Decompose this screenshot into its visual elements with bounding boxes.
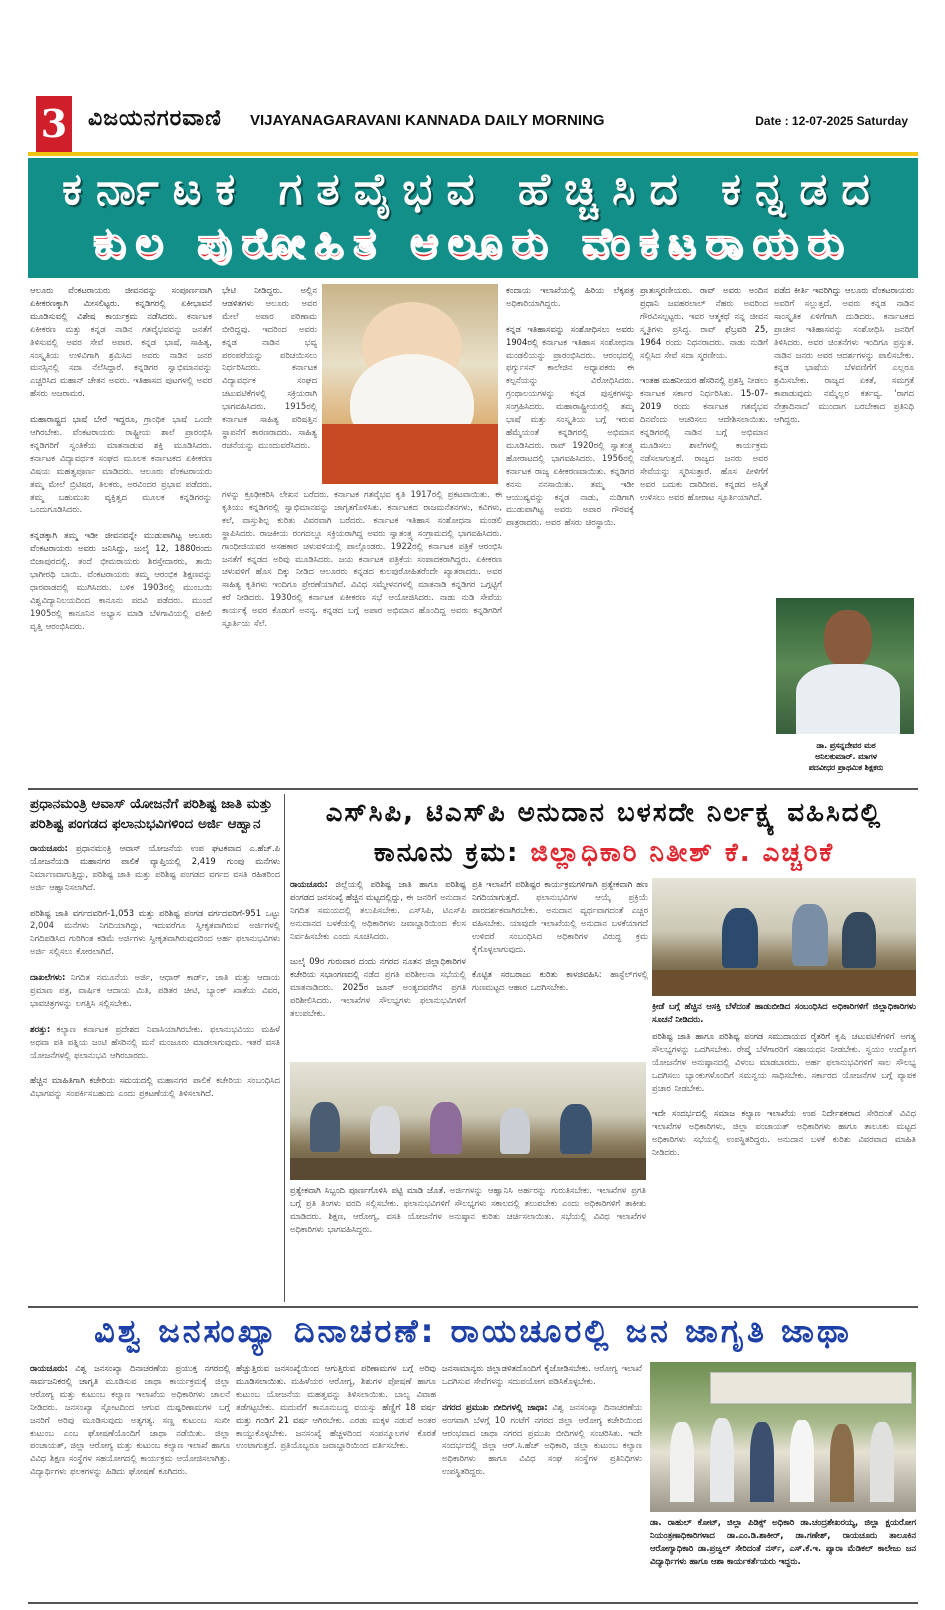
population-column-1 (30, 1362, 230, 1600)
collector-column-1 (290, 878, 466, 1058)
lead-col4-start: ಪ್ರಾತಃಸ್ಮರಣೀಯರು. ರಾವ್ ಅವರು ಅಂದಿನ ಪ್ರಧಾನಿ (640, 285, 768, 308)
side-story-body (30, 842, 280, 1302)
column-divider (284, 794, 285, 1302)
author-photo (776, 598, 914, 734)
collector-below-photo (290, 1184, 646, 1302)
collector-col1-start: ಜಿಲ್ಲೆಯಲ್ಲಿ ಪರಿಶಿಷ್ಟ ಜಾತಿ ಹಾಗೂ ಪರಿಶಿಷ್ಟ ಪಂಗಡದ ಜನಸಂಖ್ಯೆ ಹೆಚ್ಚಿನ ಮಟ್ಟದಲ್ಲಿದ್ದು, (290, 879, 466, 902)
collector-column-3 (652, 1030, 916, 1302)
lead-col4-para2: ಇಂತಹ ಮಹನೀಯರ ಹೆಸರಿನಲ್ಲಿ (640, 375, 726, 386)
collector-meeting-photo-2 (290, 1062, 646, 1180)
collector-headline-line1: ಎಸ್‌ಸಿಪಿ, ಟಿಎಸ್‌ಪಿ ಅನುದಾನ ಬಳಸದೇ ನಿರ್ಲಕ್ಷ್ಯ ವಹಿಸಿದಲ್ಲಿ (325, 798, 883, 828)
collector-col3-para1: ಪರಿಶಿಷ್ಟ ಜಾತಿ ಹಾಗೂ ಪರಿಶಿಷ್ಟ ಪಂಗಡ ಸಮುದಾಯದ ರೈತರಿಗೆ (652, 1031, 831, 1041)
filler-text: ಮೂಡಿಸುವ ಜಾಥಾ ಕಾರ್ಯಕ್ರಮಕ್ಕೆ ಜಿಲ್ಲಾ ಆರೋಗ್ಯ ಮತ್ತು ಕುಟುಂಬ ಕಲ್ಯಾಣ ಇಲಾಖೆಯ ಅಧಿಕಾರಿಗಳು ಚಾಲನೆ ನೀಡಿದರು. ಜನಸಂಖ್ಯಾ ಸ್ಫೋಟದಿಂದ ಆಗುವ ದುಷ್ಪರಿಣಾಮಗಳ ಬಗ್ಗೆ ಜನರಿಗೆ ಅರಿವು ಮೂಡಿಸುವುದು ಅತ್ಯಗತ್ಯ. ಸಣ್ಣ ಕುಟುಂಬ ಸುಖೀ ಕುಟುಂಬ ಎಂಬ ಘೋಷಣೆಯೊಂದಿಗೆ ಜಾಥಾ ನಡೆಯಿತು. ಜಿಲ್ಲಾ ಪಂಚಾಯತ್, ಜಿಲ್ಲಾ ಆರೋಗ್ಯ ಮತ್ತು ಕುಟುಂಬ ಕಲ್ಯಾಣ ಇಲಾಖೆ ಹಾಗೂ ವಿವಿಧ ಶಿಕ್ಷಣ ಸಂಸ್ಥೆಗಳ ಸಹಯೋಗದಲ್ಲಿ ಕಾರ್ಯಕ್ರಮ ಆಯೋಜಿಸಲಾಗಿತ್ತು. ವಿದ್ಯಾರ್ಥಿಗಳು ಫಲಕಗಳನ್ನು ಹಿಡಿದು ಘೋಷಣೆ ಕೂಗಿದರು. (30, 1375, 230, 1477)
filler-text: ರಂದು ಕರ್ನಾಟಕ ಗತವೈಭವ ದಿನವೆಂದು ಆಚರಿಸಲು ಆದೇಶಿಸಲಾಯಿತು. ಕನ್ನಡಿಗರಲ್ಲಿ ನಾಡಿನ ಬಗ್ಗೆ ಅಭಿಮಾನ ಮೂಡಿಸಲು ಶಾಲೆಗಳಲ್ಲಿ ಕಾರ್ಯಕ್ರಮ ನಡೆಸಲಾಗುತ್ತದೆ. ರಾಜ್ಯದ ಜನರು ಅವರ ಸೇವೆಯನ್ನು ಸ್ಮರಿಸುತ್ತಾರೆ. ಹೊಸ ಪೀಳಿಗೆಗೆ ಅವರ ಬದುಕು ದಾರಿದೀಪ. ಕನ್ನಡದ ಅಸ್ಮಿತೆ ಉಳಿಸಲು ಅವರ ಹೋರಾಟ ಸ್ಫೂರ್ತಿಯಾಗಿದೆ. (640, 401, 768, 502)
lead-column-4 (640, 284, 768, 784)
lead-column-2-bottom (222, 488, 502, 784)
filler-text: ಕಲ್ಯಾಣ ಕರ್ನಾಟಕ ಪ್ರದೇಶದ ನಿವಾಸಿಯಾಗಿರಬೇಕು. ಫಲಾನುಭವಿಯು ಮಹಿಳೆ ಅಥವಾ ಪತಿ ಪತ್ನಿಯ ಜಂಟಿ ಹೆಸರಿನಲ್ಲಿ ಮನೆ ಮಂಜೂರು ಮಾಡಲಾಗುವುದು. ಇತರೆ ವಸತಿ ಯೋಜನೆಗಳಲ್ಲಿ ಫಲಾನುಭವಿ ಆಗಿರಬಾರದು. (30, 1023, 280, 1060)
lead-col2-start: ಭೇಟಿ ನೀಡಿದ್ದರು. ಅಲ್ಲಿನ ಆಡಳಿತಗಳು (222, 285, 317, 308)
population-col1-start: ವಿಶ್ವ ಜನಸಂಖ್ಯಾ ದಿನಾಚರಣೆಯ ಪ್ರಯುಕ್ತ ನಗರದಲ್ಲಿ ಸಾರ್ವಜನಿಕರಲ್ಲಿ ಜಾಗೃತಿ (30, 1363, 230, 1386)
filler-text: ಫಲಾನುಭವಿಗಳ ಆಯ್ಕೆ ಪ್ರಕ್ರಿಯೆ ಪಾರದರ್ಶಕವಾಗಿರಬೇಕು. ಅನುದಾನ ವ್ಯರ್ಥವಾಗದಂತೆ ಎಚ್ಚರ ವಹಿಸಬೇಕು. ಯಾವುದೇ ಇಲಾಖೆಯಲ್ಲಿ ಅನುದಾನ ಬಳಕೆಯಾಗದೆ ಉಳಿದರೆ ಸಂಬಂಧಿಸಿದ ಅಧಿಕಾರಿಗಳ ವಿರುದ್ಧ ಕ್ರಮ ಕೈಗೊಳ್ಳಲಾಗುವುದು. (472, 891, 648, 954)
filler-text: ನಿಗದಿತ ನಮೂನೆಯ ಅರ್ಜಿ, ಆಧಾರ್ ಕಾರ್ಡ್, ಜಾತಿ ಮತ್ತು ಆದಾಯ ಪ್ರಮಾಣ ಪತ್ರ, ವಾರ್ಷಿಕ ಆದಾಯ ಮಿತಿ, ಪಡಿತರ ಚೀಟಿ, ಬ್ಯಾಂಕ್ ಖಾತೆಯ ವಿವರ, ಭಾವಚಿತ್ರಗಳನ್ನು ಲಗತ್ತಿಸಿ ಸಲ್ಲಿಸಬೇಕು. (30, 972, 280, 1008)
filler-text: ಅವರಿಗೆ ಸಲ್ಲುತ್ತದೆ. ಅವರು ಕನ್ನಡ ನಾಡಿನ ಸಾಂಸ್ಕೃತಿಕ ಏಳಿಗೆಗಾಗಿ ದುಡಿದರು. ಕರ್ನಾಟಕದ ಪ್ರಾಚೀನ ಇತಿಹಾಸವನ್ನು ಸಂಶೋಧಿಸಿ ಜನರಿಗೆ ತಿಳಿಸಿದರು. ಅವರ ಚಿಂತನೆಗಳು ಇಂದಿಗೂ ಪ್ರಸ್ತುತ. ನಾಡಿನ ಜನರು ಅವರ ಆದರ್ಶಗಳನ್ನು ಪಾಲಿಸಬೇಕು. ಕನ್ನಡ ಭಾಷೆಯ ಬೆಳವಣಿಗೆಗೆ ಎಲ್ಲರೂ ಶ್ರಮಿಸಬೇಕು. ರಾಜ್ಯದ ಏಕತೆ, ಸಮಗ್ರತೆ ಕಾಪಾಡುವುದು ನಮ್ಮೆಲ್ಲರ ಕರ್ತವ್ಯ. 'ರಾಗದ ನೇತ್ರಾದಿನಾದ' ಮುಂದಾಗ ಬರಬೇಕಾದ ಪ್ರತಿನಿಧಿ ಆಗಿದ್ದರು. (774, 297, 914, 425)
newspaper-logo-kannada: ವಿಜಯನಗರವಾಣಿ (88, 106, 222, 131)
filler-text: ನಿರ್ಮಾಣವಾಗುತ್ತಿದ್ದು, ಪರಿಶಿಷ್ಟ ಜಾತಿ ಮತ್ತು ಪರಿಶಿಷ್ಟ ಪಂಗಡದ ವರ್ಗದ ವಸತಿ ರಹಿತರಿಂದ ಅರ್ಜಿ ಆಹ್ವಾನಿಸಲಾಗಿದೆ. (30, 868, 280, 892)
filler-text: ವಿಶ್ವ ಜನಸಂಖ್ಯಾ ದಿನಾಚರಣೆಯ ಅಂಗವಾಗಿ ಬೆಳಗ್ಗೆ 10 ಗಂಟೆಗೆ ನಗರದ ಜಿಲ್ಲಾ ಆರೋಗ್ಯ ಕಚೇರಿಯಿಂದ ಆರಂಭವಾದ ಜಾಥಾ ನಗರದ ಪ್ರಮುಖ ಬೀದಿಗಳಲ್ಲಿ ಸಂಚರಿಸಿತು. ಇದೇ ಸಂದರ್ಭದಲ್ಲಿ ಜಿಲ್ಲಾ ಆರ್.ಸಿ.ಹೆಚ್ ಅಧಿಕಾರಿ, ಜಿಲ್ಲಾ ಕುಟುಂಬ ಕಲ್ಯಾಣ ಅಧಿಕಾರಿಗಳು ಹಾಗೂ ವಿವಿಧ ಸಂಘ ಸಂಸ್ಥೆಗಳ ಪ್ರತಿನಿಧಿಗಳು ಉಪಸ್ಥಿತರಿದ್ದರು. (442, 1401, 642, 1477)
filler-text: ಸೇರಿದಂತೆ ವಿವಿಧ ಇಲಾಖೆಗಳ ಅಧಿಕಾರಿಗಳು, ಜಿಲ್ಲಾ ಪಂಚಾಯತ್ ಅಧಿಕಾರಿಗಳು ಹಾಗೂ ತಾಲೂಕು ಮಟ್ಟದ ಅಧಿಕಾರಿಗಳು ಸಭೆಯಲ್ಲಿ ಉಪಸ್ಥಿತರಿದ್ದರು. ಅನುದಾನ ಬಳಕೆ ಕುರಿತು ವಿವರವಾದ ಮಾಹಿತಿ ನೀಡಿದರು. (652, 1108, 916, 1158)
newspaper-logo-english: VIJAYANAGARAVANI KANNADA DAILY MORNING (250, 112, 605, 129)
filler-text: ಬಿಜಾಪುರದಲ್ಲಿ. ತಂದೆ ಭೀಮರಾಯರು ಶಿರಸ್ತೇದಾರರು, ತಾಯಿ ಭಾಗೀರಥಿ ಬಾಯಿ. ವೆಂಕಟರಾಯರು ತಮ್ಮ ಆರಂಭಿಕ ಶಿಕ್ಷಣವನ್ನು ಧಾರವಾಡದಲ್ಲಿ ಮುಗಿಸಿದರು. ಬಳಿಕ 1903ರಲ್ಲಿ ಮುಂಬಯಿ ವಿಶ್ವವಿದ್ಯಾನಿಲಯದಿಂದ ಕಾನೂನು ಪದವಿ ಪಡೆದರು. ಮುಂದೆ 1905ರಲ್ಲಿ ಕಾನೂನಿನ ಅಭ್ಯಾಸ ಮಾಡಿ ಬೆಳಗಾವಿಯಲ್ಲಿ ವಕೀಲಿ ವೃತ್ತಿ ಆರಂಭಿಸಿದರು. (30, 556, 212, 631)
masthead (28, 94, 918, 156)
filler-text: ಕೃಷಿ ಚಟುವಟಿಕೆಗಳಿಗೆ ಅಗತ್ಯ ಸೌಲಭ್ಯಗಳನ್ನು ಒದಗಿಸಬೇಕು. ರೇಷ್ಮೆ ಬೆಳೆಗಾರರಿಗೆ ಸಹಾಯಧನ ನೀಡಬೇಕು. ಸ್ವಯಂ ಉದ್ಯೋಗ ಯೋಜನೆಗಳ ಅನುಷ್ಠಾನದಲ್ಲಿ ವಿಳಂಬ ಮಾಡಬಾರದು. ಅರ್ಹ ಫಲಾನುಭವಿಗಳಿಗೆ ಸಾಲ ಸೌಲಭ್ಯ ಒದಗಿಸಲು ಬ್ಯಾಂಕುಗಳೊಂದಿಗೆ ಸಮನ್ವಯ ಸಾಧಿಸಬೇಕು. ಸರ್ಕಾರದ ಯೋಜನೆಗಳ ಬಗ್ಗೆ ವ್ಯಾಪಕ ಪ್ರಚಾರ ನೀಡಬೇಕು. (652, 1031, 916, 1093)
collector-col3-para2: ಇದೇ ಸಂದರ್ಭದಲ್ಲಿ ಸಮಾಜ ಕಲ್ಯಾಣ ಇಲಾಖೆಯ ಉಪ ನಿರ್ದೇಶಕರಾದ (652, 1108, 861, 1119)
population-dateline: ರಾಯಚೂರು: (30, 1363, 68, 1373)
collector-col2-para2: ಕೊಟ್ಟಿತ ಸರಬರಾಜು ಕುರಿತು ಕಾಳಜಿವಹಿಸಿ: (472, 969, 602, 980)
lead-column-3 (506, 284, 634, 784)
filler-text: ಆಗಿರಬೇಕು. ಎರಡು ಮಕ್ಕಳ ನಡುವೆ ಅಂತರ ಕಾಯ್ದುಕೊಳ್ಳಬೇಕು. ಜನಸಂಖ್ಯೆ ಹೆಚ್ಚಳದಿಂದ ಸಂಪನ್ಮೂಲಗಳ ಕೊರತೆ ಉಂಟಾಗುತ್ತದೆ. ಪ್ರತಿಯೊಬ್ಬರೂ ಜವಾಬ್ದಾರಿಯಿಂದ ವರ್ತಿಸಬೇಕು. (236, 1414, 436, 1451)
collector-year: 2025ರ ಜೂನ್ (342, 982, 395, 993)
filler-text: ಅಂತ್ಯದವರೆಗಿನ ಪ್ರಗತಿ ಪರಿಶೀಲಿಸಿದರು. ಇಲಾಖೆಗಳ ಸೌಲಭ್ಯಗಳು ಫಲಾನುಭವಿಗಳಿಗೆ ತಲುಪಬೇಕು. (290, 982, 466, 1019)
filler-text: ಕರ್ನಾಟಕ ಏಕೀಕರಣ ಮತ್ತು ಕನ್ನಡ ನಾಡಿನ ಗತವೈಭವವನ್ನು ಜನತೆಗೆ ತಿಳಿಸುವಲ್ಲಿ ಅವರ ಸೇವೆ ಅಪಾರ. ಕನ್ನಡ ಭಾಷೆ, ಸಾಹಿತ್ಯ, ಸಂಸ್ಕೃತಿಯ ಉಳಿವಿಗಾಗಿ ಶ್ರಮಿಸಿದ ಅವರು ನಾಡಿನ ಜನರ ಮನಸ್ಸಿನಲ್ಲಿ ಸದಾ ನೆಲೆಸಿದ್ದಾರೆ. ಕನ್ನಡಿಗರ ಸ್ವಾಭಿಮಾನವನ್ನು ಎಚ್ಚರಿಸಿದ ಮಹಾನ್ ಚೇತನ ಅವರು. ಇತಿಹಾಸದ ಪುಟಗಳಲ್ಲಿ ಅವರ ಹೆಸರು ಅಜರಾಮರ. (30, 310, 212, 399)
population-day-headline: ವಿಶ್ವ ಜನಸಂಖ್ಯಾ ದಿನಾಚರಣೆ: ರಾಯಚೂರಲ್ಲಿ ಜನ ಜಾಗೃತಿ ಜಾಥಾ (94, 1312, 852, 1350)
filler-text: ನಡೆದ ಪ್ರಗತಿ ಪರಿಶೀಲನಾ ಸಭೆಯಲ್ಲಿ ಮಾತನಾಡಿದರು. (290, 969, 466, 993)
population-photo-caption: ಡಾ. ರಾಹುಲ್ ಕೋಟ್, ಜಿಲ್ಲಾ ಪಿಡಿಕ್ಸ್ ಅಧಿಕಾರಿ ಡಾ.ಚಂದ್ರಶೇಖರಯ್ಯ, ಜಿಲ್ಲಾ ಕ್ಷಯರೋಗ ನಿಯಂತ್ರಣಾಧಿಕಾರಿಗಳಾದ ಡಾ.ಎಂ.ಡಿ.ಶಾಕೀರ್, ಡಾ.ಗಣೇಶ್, ರಾಯಚೂರು ತಾಲೂಕಿನ ಆರೋಗ್ಯಾಧಿಕಾರಿ ಡಾ.ಪ್ರಜ್ವಲ್ ಸೇರಿದಂತೆ ನರ್ಸ್, ಎಸ್.ಕೆ.ಇ. ಪ್ಯಾರಾ ಮೆಡಿಕಲ್ ಕಾಲೇಜು ಜನ ವಿದ್ಯಾರ್ಥಿಗಳು ಹಾಗೂ ಆಶಾ ಕಾರ್ಯಕರ್ತೆಯರು ಇದ್ದರು. (650, 1517, 916, 1566)
filler-text: ಮಹಿಳೆಯರ ಆರೋಗ್ಯ, ಶಿಶುಗಳ ಪೋಷಣೆ ಹಾಗೂ ಕುಟುಂಬ ಯೋಜನೆಯ ಮಹತ್ವವನ್ನು ತಿಳಿಸಲಾಯಿತು. ಬಾಲ್ಯ ವಿವಾಹ ತಡೆಗಟ್ಟಬೇಕು. ಮದುವೆಗೆ ಕಾನೂನುಬದ್ಧ ವಯಸ್ಸು (236, 1375, 436, 1412)
lead-date-2019: 15-07-2019 (640, 388, 768, 412)
side-para2: ಪರಿಶಿಷ್ಟ ಜಾತಿ ವರ್ಗದವರಿಗೆ-1,053 ಮತ್ತು ಪರಿಶಿಷ್ಟ ಪಂಗಡ ವರ್ಗದವರಿಗೆ-951 (30, 907, 262, 918)
lead-col3-start: ಕಂದಾಯ ಇಲಾಖೆಯಲ್ಲಿ ಹಿರಿಯ ಲೆಕ್ಕಪತ್ರ (506, 285, 634, 295)
page-bottom-rule (28, 1602, 918, 1604)
lead-col1-para3: ಕನ್ನಡಕ್ಕಾಗಿ ತಮ್ಮ ಇಡೀ ಜೀವನವನ್ನೇ ಮುಡುಪಾಗಿಟ್ಟ ಆಲೂರು ವೆಂಕಟರಾಯರು ಅವರು ಜನಿಸಿದ್ದು, ಜುಲೈ 12, 1880ರಂದು (30, 530, 212, 554)
collector-column-2-top (472, 878, 648, 1058)
side-conditions-label: ಶರತ್ತು: (30, 1023, 51, 1034)
lead-col5-start: ಪಡೆದ ಕೀರ್ತಿ ಇವರಿಗಿದ್ದು ಆಲೂರು ವೆಂಕಟರಾಯರು (774, 285, 914, 295)
author-designation: ಪದವೀಧರ ಪ್ರಾಥಮಿಕ ಶಿಕ್ಷಕರು (808, 763, 884, 772)
population-col3-label: ನಗರದ ಪ್ರಮುಖ ಬೀದಿಗಳಲ್ಲಿ ಜಾಥಾ: (442, 1401, 548, 1412)
filler-text: ಗ್ರಾಂಥಿಕ ಭಾಷೆ ಒಂದೇ ಆಗಿರಬೇಕು. ವೆಂಕಟರಾಯರು ರಾಷ್ಟ್ರೀಯ ಶಾಲೆ ಪ್ರಾರಂಭಿಸಿ ಕನ್ನಡಿಗರಿಗೆ ಸ್ವಂತಿಕೆಯ ಮಾತನಾಡುವ ಶಕ್ತಿ ಮೂಡಿಸಿದರು. ಕರ್ನಾಟಕ ವಿದ್ಯಾವರ್ಧಕ ಸಂಘದ ಮೂಲಕ ಕರ್ನಾಟಕದ ಏಕೀಕರಣ ವಿಷಯ ಮಹತ್ವಪೂರ್ಣ ಮಾಡಿದರು. ಆಲೂರು ವೆಂಕಟರಾಯರು ತಮ್ಮ ಮೇಲೆ ಬ್ರಿಟಿಷರ, ತಿಲಕರು, ಅರವಿಂದರ ಪ್ರಭಾವ ಪಡೆದರು. ತಮ್ಮ ಬಹುಮುಖ ವ್ಯಕ್ತಿತ್ವದ ಮೂಲಕ ಕನ್ನಡಿಗರನ್ನು ಒಂದುಗೂಡಿಸಿದರು. (30, 414, 212, 515)
collector-headline-line2 (290, 834, 918, 872)
side-documents-label: ದಾಖಲೆಗಳು: (30, 972, 66, 983)
side-story-headline: ಪ್ರಧಾನಮಂತ್ರಿ ಆವಾಸ್ ಯೋಜನೆಗೆ ಪರಿಶಿಷ್ಟ ಜಾತಿ ಮತ್ತು ಪರಿಶಿಷ್ಟ ಪಂಗಡದ ಫಲಾನುಭವಿಗಳಿಂದ ಅರ್ಜಿ ಆಹ್ವಾನ (30, 796, 273, 832)
page-number: 3 (36, 96, 72, 152)
alur-venkatarao-portrait (322, 284, 498, 484)
collector-headline-red: ಜಿಲ್ಲಾಧಿಕಾರಿ ನಿತೀಶ್ ಕೆ. ಎಚ್ಚರಿಕೆ (530, 838, 835, 868)
section-divider (28, 1306, 918, 1308)
collector-meeting-photo-1 (652, 878, 916, 996)
lead-column-1 (30, 284, 212, 784)
collector-col2-start: ಪ್ರತಿ ಇಲಾಖೆಗೆ ಪರಿಶಿಷ್ಟರ ಕಾರ್ಯಕ್ರಮಗಳಿಗಾಗಿ ಪ್ರತ್ಯೇಕವಾಗಿ ಹಣ ನಿಗದಿಯಾಗುತ್ತದೆ. (472, 879, 648, 902)
filler-text: ಪ್ರಶಸ್ತಿ ನೀಡಲು ಕರ್ನಾಟಕ ಸರ್ಕಾರ ನಿರ್ಧರಿಸಿತು. (640, 375, 768, 399)
filler-text: ಹಾಸ್ಟೆಲ್‌ಗಳಲ್ಲಿ ಗುಣಮಟ್ಟದ ಆಹಾರ ಒದಗಿಸಬೇಕು. (472, 969, 648, 993)
filler-text: ಜವಹರಲಾಲ್ ನೆಹರು ಅವರಿಂದ ಗೌರವಿಸಲ್ಪಟ್ಟರು. ಇವರ ಆತ್ಮಕಥೆ ನನ್ನ ಜೀವನ ಸ್ಮೃತಿಗಳು ಪ್ರಸಿದ್ಧ. ರಾವ್ (640, 297, 768, 334)
section-divider (28, 788, 918, 790)
filler-text: ಗಳನ್ನು ಕ್ರೂಢೀಕರಿಸಿ ಲೇಖನ ಬರೆದರು. ಕರ್ನಾಟಕ ಗತವೈಭವ ಕೃತಿ 1917ರಲ್ಲಿ ಪ್ರಕಟವಾಯಿತು. ಈ ಕೃತಿಯು ಕನ್ನಡಿಗರಲ್ಲಿ ಸ್ವಾಭಿಮಾನವನ್ನು ಜಾಗೃತಗೊಳಿಸಿತು. ಕರ್ನಾಟಕದ ರಾಜಮನೆತನಗಳು, ಕವಿಗಳು, ಕಲೆ, ವಾಸ್ತುಶಿಲ್ಪ ಕುರಿತು ವಿವರವಾಗಿ ಬರೆದರು. ಕರ್ನಾಟಕ ಇತಿಹಾಸ ಸಂಶೋಧನಾ ಮಂಡಲಿ ಸ್ಥಾಪಿಸಿದರು. ರಾಜಕೀಯ ರಂಗದಲ್ಲೂ ಸಕ್ರಿಯರಾಗಿದ್ದ ಅವರು ಸ್ವಾತಂತ್ರ್ಯ ಸಂಗ್ರಾಮದಲ್ಲಿ ಭಾಗವಹಿಸಿದರು. ಗಾಂಧೀಜಿಯವರ ಅಸಹಕಾರ ಚಳುವಳಿಯಲ್ಲಿ ಪಾಲ್ಗೊಂಡರು. 1922ರಲ್ಲಿ ಕರ್ನಾಟಕ ಪತ್ರಿಕೆ ಆರಂಭಿಸಿ ಜನತೆಗೆ ಕನ್ನಡದ ಅರಿವು ಮೂಡಿಸಿದರು. ಜಯ ಕರ್ನಾಟಕ ಪತ್ರಿಕೆಯ ಸಂಪಾದಕರಾಗಿದ್ದರು. ಏಕೀಕರಣ ಚಳುವಳಿಗೆ ಹೊಸ ದಿಕ್ಕು ನೀಡಿದ ಆಲೂರರು ಕನ್ನಡದ ಕುಲಪುರೋಹಿತರೆಂದೇ ಖ್ಯಾತರಾದರು. ಅವರ ಸಾಹಿತ್ಯ ಕೃತಿಗಳು ಇಂದಿಗೂ ಪ್ರೇರಣೆಯಾಗಿವೆ. ವಿವಿಧ ಸಮ್ಮೇಳನಗಳಲ್ಲಿ ಮಾತನಾಡಿ ಕನ್ನಡಿಗರ ಒಗ್ಗಟ್ಟಿಗೆ ಕರೆ ನೀಡಿದರು. 1930ರಲ್ಲಿ ಕರ್ನಾಟಕ ಏಕೀಕರಣ ಸಭೆ ಆಯೋಜಿಸಿದರು. ನಾಡು ನುಡಿ ಸೇವೆಯ ಕಾರ್ಯಕ್ಕೆ ಅವರ ಕೊಡುಗೆ ಅನನ್ಯ. ಕನ್ನಡದ ಬಗ್ಗೆ ಅಪಾರ ಅಭಿಮಾನ ಹೊಂದಿದ್ದ ಅವರು ಕನ್ನಡಿಗರಿಗೆ ಸ್ಫೂರ್ತಿಯ ಸೆಲೆ. (222, 489, 502, 629)
population-column-2 (236, 1362, 436, 1600)
collector-dateline: ರಾಯಚೂರು: (290, 879, 328, 889)
collector-photo-caption: ಕ್ರೀಡೆ ಬಗ್ಗೆ ಹೆಚ್ಚಿನ ಆಸಕ್ತಿ ಬೆಳೆದಂತೆ ಹಾಡುಬೀಡಿದ ಸಂಬಂಧಿಸಿದ ಅಧಿಕಾರಿಗಳಿಗೆ ಜಿಲ್ಲಾಧಿಕಾರಿಗಳು ಸೂಚನೆ ನೀಡಿದರು. (652, 1001, 916, 1024)
population-rally-photo (650, 1362, 916, 1512)
masthead-rule (28, 152, 918, 156)
filler-text: ಆಲೂರು ಅವರ ಮೇಲೆ ಅಪಾರ ಪರಿಣಾಮ ಬೀರಿದ್ದವು. ಇದರಿಂದ ಅವರು ಕನ್ನಡ ನಾಡಿನ ಭವ್ಯ ಪರಂಪರೆಯನ್ನು ಪರಿಚಯಿಸಲು ನಿರ್ಧರಿಸಿದರು. ಕರ್ನಾಟಕ ವಿದ್ಯಾವರ್ಧಕ ಸಂಘದ ಚಟುವಟಿಕೆಗಳಲ್ಲಿ ಸಕ್ರಿಯರಾಗಿ ಭಾಗವಹಿಸಿದರು. 1915ರಲ್ಲಿ ಕರ್ನಾಟಕ ಸಾಹಿತ್ಯ ಪರಿಷತ್ತಿನ ಸ್ಥಾಪನೆಗೆ ಕಾರಣರಾದರು. ಸಾಹಿತ್ಯ ರಚನೆಯನ್ನು ಮುಂದುವರೆಸಿದರು. (222, 297, 317, 450)
population-col2-start: ಹೆಚ್ಚುತ್ತಿರುವ ಜನಸಂಖ್ಯೆಯಿಂದ ಆಗುತ್ತಿರುವ ಪರಿಣಾಮಗಳ ಬಗ್ಗೆ ಅರಿವು ಮೂಡಿಸಲಾಯಿತು. (236, 1363, 436, 1386)
author-name: ಡಾ. ಪ್ರಸನ್ನದೇವರ ಮಠ (816, 741, 876, 750)
side-dateline: ರಾಯಚೂರು: (30, 843, 68, 853)
author-coauthor: ಅನಿಲಕುಮಾರ್. ಮಾಗಳ (815, 752, 877, 761)
lead-headline-banner (28, 158, 918, 278)
filler-text: ಮಹಾನಗರ ಪಾಲಿಕೆ ಕಚೇರಿಯ ಸಂಬಂಧಿಸಿದ ವಿಭಾಗವನ್ನು ಸಂಪರ್ಕಿಸಬಹುದು ಎಂದು ಪ್ರಕಟಣೆಯಲ್ಲಿ ತಿಳಿಸಲಾಗಿದೆ. (30, 1075, 280, 1099)
collector-headline-black: ಕಾನೂನು ಕ್ರಮ: (373, 838, 520, 868)
population-col2-numbers: ಹೆಣ್ಣಿಗೆ 18 ವರ್ಷ ಮತ್ತು ಗಂಡಿಗೆ 21 ವರ್ಷ (236, 1401, 436, 1425)
side-intro: ಪ್ರಧಾನಮಂತ್ರಿ ಆವಾಸ್ ಯೋಜನೆಯ ಉಪ ಘಟಕವಾದ ಎ.ಹೆಚ್.ಪಿ ಯೋಜನೆಯಡಿ ಮಹಾನಗರ ಪಾಲಿಕೆ ವ್ಯಾಪ್ತಿಯಲ್ಲಿ 2,419 ಗುಂಪು ಮನೆಗಳು (30, 843, 280, 866)
filler-text: ಆರೋಗ್ಯ ಇಲಾಖೆ ಒದಗಿಸುವ ಸೇವೆಗಳನ್ನು ಸದುಪಯೋಗ ಪಡಿಸಿಕೊಳ್ಳಬೇಕು. (442, 1363, 642, 1386)
lead-col1-intro: ಆಲೂರು ವೆಂಕಟರಾಯರು ಜೀವನವನ್ನು ಸಂಪೂರ್ಣವಾಗಿ ಏಕೀಕರಣಕ್ಕಾಗಿ ಮೀಸಲಿಟ್ಟರು. ಕನ್ನಡಿಗರಲ್ಲಿ ಏಕೀಭಾವನೆ ಮೂಡಿಸುವಲ್ಲಿ ವಿಶೇಷ ಕಾರ್ಯಕ್ರಮ ನಡೆಸಿದರು. (30, 285, 212, 321)
author-caption (776, 740, 916, 773)
filler-text: ಅಧಿಕಾರಿಯಾಗಿದ್ದರು. (506, 297, 561, 308)
filler-text: ಈ ಜನರಿಗೆ ಅನುದಾನ ನಿಗದಿತ ಸಮಯದಲ್ಲಿ ತಲುಪಿಸಬೇಕು. ಎಸ್‌ಸಿಪಿ, ಟಿಎಸ್‌ಪಿ ಅನುದಾನದ ಬಳಕೆಯಲ್ಲಿ ಅಧಿಕಾರಿಗಳು ಜವಾಬ್ದಾರಿಯಿಂದ ಕೆಲಸ ನಿರ್ವಹಿಸಬೇಕು ಎಂದು ಸೂಚಿಸಿದರು. (290, 891, 466, 941)
population-col3-start: ಜನಸಾಮಾನ್ಯರು ಜಿಲ್ಲಾಡಳಿತದೊಂದಿಗೆ ಕೈಜೋಡಿಸಬೇಕು. (442, 1363, 591, 1373)
lead-col1-para2: ಮಹಾರಾಷ್ಟ್ರದ ಭಾಷೆ ಬೇರೆ ಇದ್ದರೂ, (30, 414, 138, 425)
lead-col3-para2: ಕನ್ನಡ ಇತಿಹಾಸವನ್ನು ಸಂಶೋಧಿಸಲು ಅವರು 1904ರಲ್ಲಿ (506, 323, 634, 347)
filler-text: ಕರ್ನಾಟಕ ಇತಿಹಾಸ ಸಂಶೋಧನಾ ಮಂಡಲಿಯನ್ನು ಪ್ರಾರಂಭಿಸಿದರು. ಆರಂಭದಲ್ಲಿ ಫರ್ಗ್ಯುಸನ್ ಕಾಲೇಜಿನ ಅಧ್ಯಾಪಕರು ಈ ಕಲ್ಪನೆಯನ್ನು ವಿರೋಧಿಸಿದರು. ಗ್ರಂಥಾಲಯಗಳನ್ನು ಕನ್ನಡ ಪುಸ್ತಕಗಳನ್ನು ಸಂಗ್ರಹಿಸಿದರು. ಮಹಾರಾಷ್ಟ್ರೀಯರಲ್ಲಿ ತಮ್ಮ ಭಾಷೆ ಮತ್ತು ಸಂಸ್ಕೃತಿಯ ಬಗ್ಗೆ ಇರುವ ಹೆಮ್ಮೆಯಂತೆ ಕನ್ನಡಿಗರಲ್ಲಿ ಅಭಿಮಾನ ಮೂಡಿಸಿದರು. ರಾವ್ 1920ರಲ್ಲಿ ಸ್ವಾತಂತ್ರ್ಯ ಹೋರಾಟದಲ್ಲಿ ಭಾಗವಹಿಸಿದರು. 1956ರಲ್ಲಿ ಕರ್ನಾಟಕ ರಾಜ್ಯ ಏಕೀಕರಣವಾಯಿತು. ಕನ್ನಡಿಗರ ಕನಸು ನನಸಾಯಿತು. ತಮ್ಮ ಇಡೀ ಆಯುಷ್ಯವನ್ನು ಕನ್ನಡ ನಾಡು, ನುಡಿಗಾಗಿ ಮುಡುಪಾಗಿಟ್ಟ ಅವರು ಅಪಾರ ಗೌರವಕ್ಕೆ ಪಾತ್ರರಾದರು. ಅವರ ಹೆಸರು ಚಿರಸ್ಥಾಯಿ. (506, 336, 634, 528)
lead-date-1964: ಫೆಬ್ರವರಿ 25, 1964 (640, 323, 768, 347)
population-column-3 (442, 1362, 642, 1600)
issue-date: Date : 12-07-2025 Saturday (755, 114, 908, 128)
lead-headline-line2: ಕುಲ ಪುರೋಹಿತ ಆಲೂರು ವೆಂಕಟರಾಯರು (93, 218, 853, 267)
collector-col1-para2: ಜುಲೈ 09ರ ಗುರುವಾರ ದಂದು ನಗರದ ನೂತನ ಜಿಲ್ಲಾಧಿಕಾರಿಗಳ ಕಚೇರಿಯ ಸಭಾಂಗಣದಲ್ಲಿ (290, 956, 466, 980)
collector-below-photo-text: ಪ್ರತ್ಯೇಕವಾಗಿ ಸಿಬ್ಬಂದಿ ಪೂರ್ಣಗೊಳಿಸಿ ಪಟ್ಟಿ ಮಾಡಿ ಜೊತೆ. (290, 1185, 446, 1195)
side-para5: ಹೆಚ್ಚಿನ ಮಾಹಿತಿಗಾಗಿ ಕಚೇರಿಯ ಸಮಯದಲ್ಲಿ (30, 1075, 153, 1086)
filler-text: ರಂದು ನಿಧನರಾದರು. ನಾಡು ನುಡಿಗೆ ಸಲ್ಲಿಸಿದ ಸೇವೆ ಸದಾ ಸ್ಮರಣೀಯ. (640, 336, 768, 360)
lead-headline-line1: ಕರ್ನಾಟಕ ಗತವೈಭವ ಹೆಚ್ಚಿಸಿದ ಕನ್ನಡದ (62, 164, 884, 215)
filler-text: ಒಟ್ಟು 2,004 ಮನೆಗಳು ನಿಗದಿಯಾಗಿದ್ದು, ಇದುವರೆಗೂ ಸ್ವೀಕೃತವಾಗಿರುವ ಅರ್ಜಿಗಳಲ್ಲಿ ನಿಗದಿಪಡಿಸಿದ ಗುರಿಗಿಂತ ಕಡಿಮೆ ಅರ್ಜಿಗಳು ಸ್ವೀಕೃತವಾಗಿರುವುದರಿಂದ ಅರ್ಹ ಫಲಾನುಭವಿಗಳು ಅರ್ಜಿ ಸಲ್ಲಿಸಲು ಕೋರಲಾಗಿದೆ. (30, 907, 280, 957)
filler-text: ಅರ್ಜಿಗಳನ್ನು ಆಹ್ವಾನಿಸಿ ಅರ್ಹರನ್ನು ಗುರುತಿಸಬೇಕು. ಇಲಾಖೆಗಳ ಪ್ರಗತಿ ಬಗ್ಗೆ ಪ್ರತಿ ತಿಂಗಳು ವರದಿ ಸಲ್ಲಿಸಬೇಕು. ಫಲಾನುಭವಿಗಳಿಗೆ ಸೌಲಭ್ಯಗಳು ಸಕಾಲದಲ್ಲಿ ತಲುಪಬೇಕು ಎಂದು ಅಧಿಕಾರಿಗಳಿಗೆ ತಾಕೀತು ಮಾಡಿದರು. ಶಿಕ್ಷಣ, ಆರೋಗ್ಯ, ವಸತಿ ಯೋಜನೆಗಳ ಅನುಷ್ಠಾನ ಕುರಿತು ಚರ್ಚಿಸಲಾಯಿತು. ಸಭೆಯಲ್ಲಿ ವಿವಿಧ ಇಲಾಖೆಗಳ ಅಧಿಕಾರಿಗಳು ಭಾಗವಹಿಸಿದ್ದರು. (290, 1185, 646, 1234)
lead-column-5 (774, 284, 914, 596)
